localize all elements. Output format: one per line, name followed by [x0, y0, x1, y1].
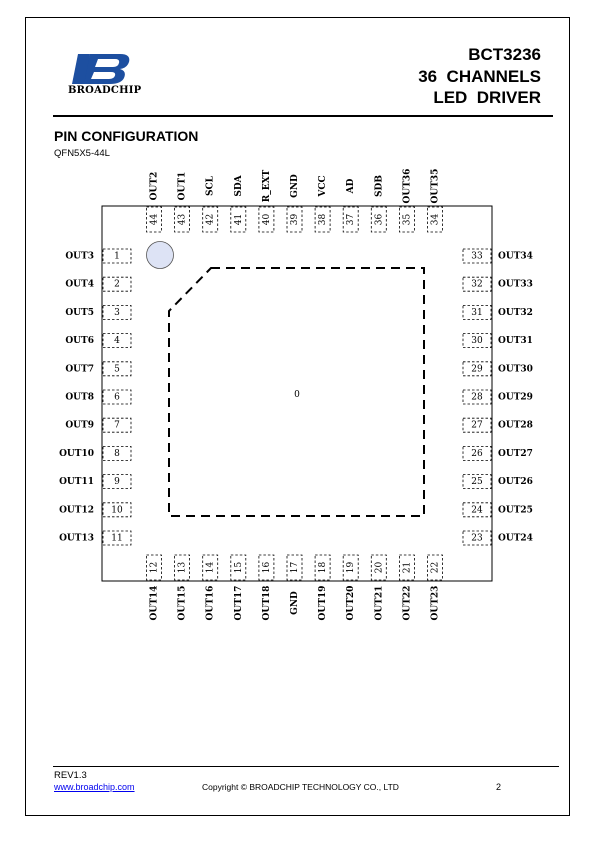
pin-name: OUT26 — [498, 477, 533, 488]
pin-number: 34 — [430, 213, 441, 226]
pin-7 — [65, 418, 131, 432]
pin-number: 18 — [318, 561, 329, 574]
pin-14 — [203, 555, 218, 620]
pin-name: GND — [290, 591, 300, 615]
pin-15 — [231, 555, 246, 620]
pins-top-row — [147, 169, 443, 232]
pin-number: 42 — [205, 213, 216, 226]
pin-25 — [463, 475, 533, 489]
section-title: PIN CONFIGURATION — [54, 128, 199, 144]
pin-13 — [175, 555, 190, 620]
logo-text: BROADCHIP — [68, 85, 142, 96]
pin-name: OUT17 — [233, 585, 244, 621]
pin-11 — [59, 531, 131, 545]
pin-20 — [371, 555, 386, 620]
pin-39 — [287, 174, 302, 232]
pin-19 — [343, 555, 358, 620]
pin-6 — [65, 390, 131, 404]
pin-name: SDA — [233, 175, 244, 197]
pin-24 — [463, 503, 533, 517]
pin-43 — [175, 172, 190, 232]
pin-number: 40 — [261, 213, 272, 226]
pin-33 — [463, 249, 533, 263]
pin-name: OUT35 — [430, 168, 441, 204]
pin-number: 43 — [177, 213, 188, 226]
pin-name: OUT28 — [498, 420, 533, 431]
pins-bottom-row — [147, 555, 443, 620]
pin-name: AD — [346, 178, 357, 194]
pin-name: OUT18 — [261, 585, 272, 621]
pin-9 — [59, 475, 131, 489]
pin-name: OUT15 — [177, 585, 188, 621]
copyright: Copyright © BROADCHIP TECHNOLOGY CO., LTD — [202, 782, 399, 792]
pin-17 — [287, 555, 302, 615]
pin-name: OUT33 — [498, 279, 533, 290]
pin-number: 31 — [471, 307, 483, 318]
pin-38 — [315, 175, 330, 232]
pin-number: 22 — [430, 561, 441, 574]
pin-number: 11 — [111, 533, 123, 544]
website-link[interactable]: www.broadchip.com — [54, 782, 135, 792]
pin-3 — [65, 305, 131, 319]
pin-number: 10 — [111, 505, 123, 516]
pin-name: SDB — [374, 175, 385, 197]
pin-number: 44 — [149, 213, 160, 226]
pin-number: 30 — [471, 336, 483, 347]
pin-name: OUT22 — [402, 585, 413, 621]
pin-16 — [259, 555, 274, 620]
pin-12 — [147, 555, 162, 620]
pin-number: 16 — [261, 561, 272, 574]
pin-2 — [65, 277, 131, 291]
pin-name: VCC — [318, 175, 329, 197]
pin-40 — [259, 169, 274, 232]
pin-27 — [463, 418, 533, 432]
pin-number: 3 — [114, 307, 120, 318]
pin-name: OUT23 — [430, 585, 441, 621]
pin-name: OUT25 — [498, 505, 533, 516]
pin-number: 27 — [471, 420, 483, 431]
pin-number: 20 — [374, 561, 385, 574]
pin-26 — [463, 446, 533, 460]
pin-34 — [428, 169, 443, 232]
pin-number: 6 — [114, 392, 120, 403]
pin-32 — [463, 277, 533, 291]
pin-name: OUT14 — [149, 585, 160, 621]
pin-number: 8 — [114, 448, 120, 459]
pin-number: 36 — [374, 213, 385, 226]
footer-divider — [53, 766, 559, 767]
pin-23 — [463, 531, 533, 545]
pin-1 — [65, 249, 131, 263]
pin-number: 21 — [402, 561, 413, 574]
package-name: QFN5X5-44L — [54, 148, 110, 159]
title-line-part-number: BCT3236 — [468, 45, 541, 64]
pin-name: OUT2 — [149, 171, 160, 201]
pin-18 — [315, 555, 330, 620]
pin-number: 15 — [233, 561, 244, 574]
pin-42 — [203, 175, 218, 232]
pin-28 — [463, 390, 533, 404]
pin-number: 13 — [177, 561, 188, 574]
pin-37 — [343, 178, 358, 232]
pin-number: 23 — [471, 533, 483, 544]
pins-left-column — [59, 249, 131, 545]
pin-name: OUT32 — [498, 307, 533, 318]
pin-number: 4 — [114, 336, 120, 347]
pin-number: 29 — [471, 364, 483, 375]
pin-name: OUT7 — [65, 364, 94, 375]
pin-number: 19 — [346, 561, 357, 574]
pin-name: OUT31 — [498, 336, 533, 347]
pin-name: OUT6 — [65, 336, 94, 347]
exposed-pad-label: 0 — [294, 390, 300, 400]
pin-name: OUT4 — [65, 279, 94, 290]
pin-number: 32 — [471, 279, 483, 290]
title-line-device: LED DRIVER — [433, 88, 541, 107]
pin-number: 33 — [471, 251, 483, 262]
pin-4 — [65, 334, 131, 348]
pin-name: R_EXT — [261, 169, 272, 203]
pin-name: OUT10 — [59, 448, 94, 459]
pin-name: SCL — [205, 176, 216, 196]
pin-name: OUT5 — [65, 307, 94, 318]
title-line-channels: 36 CHANNELS — [418, 66, 541, 86]
pin-name: OUT29 — [498, 392, 533, 403]
pin-name: OUT11 — [59, 477, 94, 488]
pin-name: GND — [290, 174, 300, 198]
pin-number: 5 — [114, 364, 120, 375]
pin-number: 25 — [471, 477, 483, 488]
pin-31 — [463, 305, 533, 319]
pin-41 — [231, 174, 246, 232]
pin-number: 7 — [114, 420, 120, 431]
pin-5 — [65, 362, 131, 376]
pin-number: 38 — [318, 213, 329, 226]
pin-name: OUT24 — [498, 533, 533, 544]
pin-21 — [399, 555, 414, 620]
pin-name: OUT19 — [318, 585, 329, 621]
pin-36 — [371, 175, 386, 232]
pin-22 — [428, 555, 443, 620]
pin-name: OUT21 — [374, 585, 385, 621]
page-number: 2 — [496, 782, 502, 792]
pin-name: OUT20 — [346, 585, 357, 621]
pin-name: OUT9 — [65, 420, 94, 431]
pin-number: 9 — [114, 477, 120, 488]
pin-name: OUT34 — [498, 251, 533, 262]
pin-name: OUT12 — [59, 505, 94, 516]
pin-name: OUT1 — [177, 171, 188, 201]
pin-30 — [463, 334, 533, 348]
pin-number: 24 — [471, 505, 483, 516]
pin-name: OUT30 — [498, 364, 533, 375]
pin-number: 41 — [233, 213, 244, 226]
pin-number: 1 — [114, 251, 120, 262]
pin-name: OUT8 — [65, 392, 94, 403]
pins-right-column — [463, 249, 533, 545]
pin-number: 17 — [290, 561, 300, 574]
pin-name: OUT16 — [205, 585, 216, 621]
pin-number: 12 — [149, 561, 160, 574]
pin-name: OUT13 — [59, 533, 94, 544]
pin-number: 28 — [471, 392, 483, 403]
pin-number: 39 — [290, 213, 300, 226]
pin-number: 14 — [205, 561, 216, 574]
pin-name: OUT27 — [498, 448, 533, 459]
revision: REV1.3 — [54, 770, 87, 781]
pin-number: 35 — [402, 213, 413, 226]
pin1-marker — [147, 242, 174, 269]
pin-number: 37 — [346, 213, 357, 226]
pin-name: OUT36 — [402, 168, 413, 204]
pin-29 — [463, 362, 533, 376]
pin-number: 26 — [471, 448, 483, 459]
pin-44 — [147, 172, 162, 232]
pin-35 — [399, 169, 414, 232]
pin-8 — [59, 446, 131, 460]
pin-name: OUT3 — [65, 251, 94, 262]
pin-10 — [59, 503, 131, 517]
pin-number: 2 — [114, 279, 120, 290]
